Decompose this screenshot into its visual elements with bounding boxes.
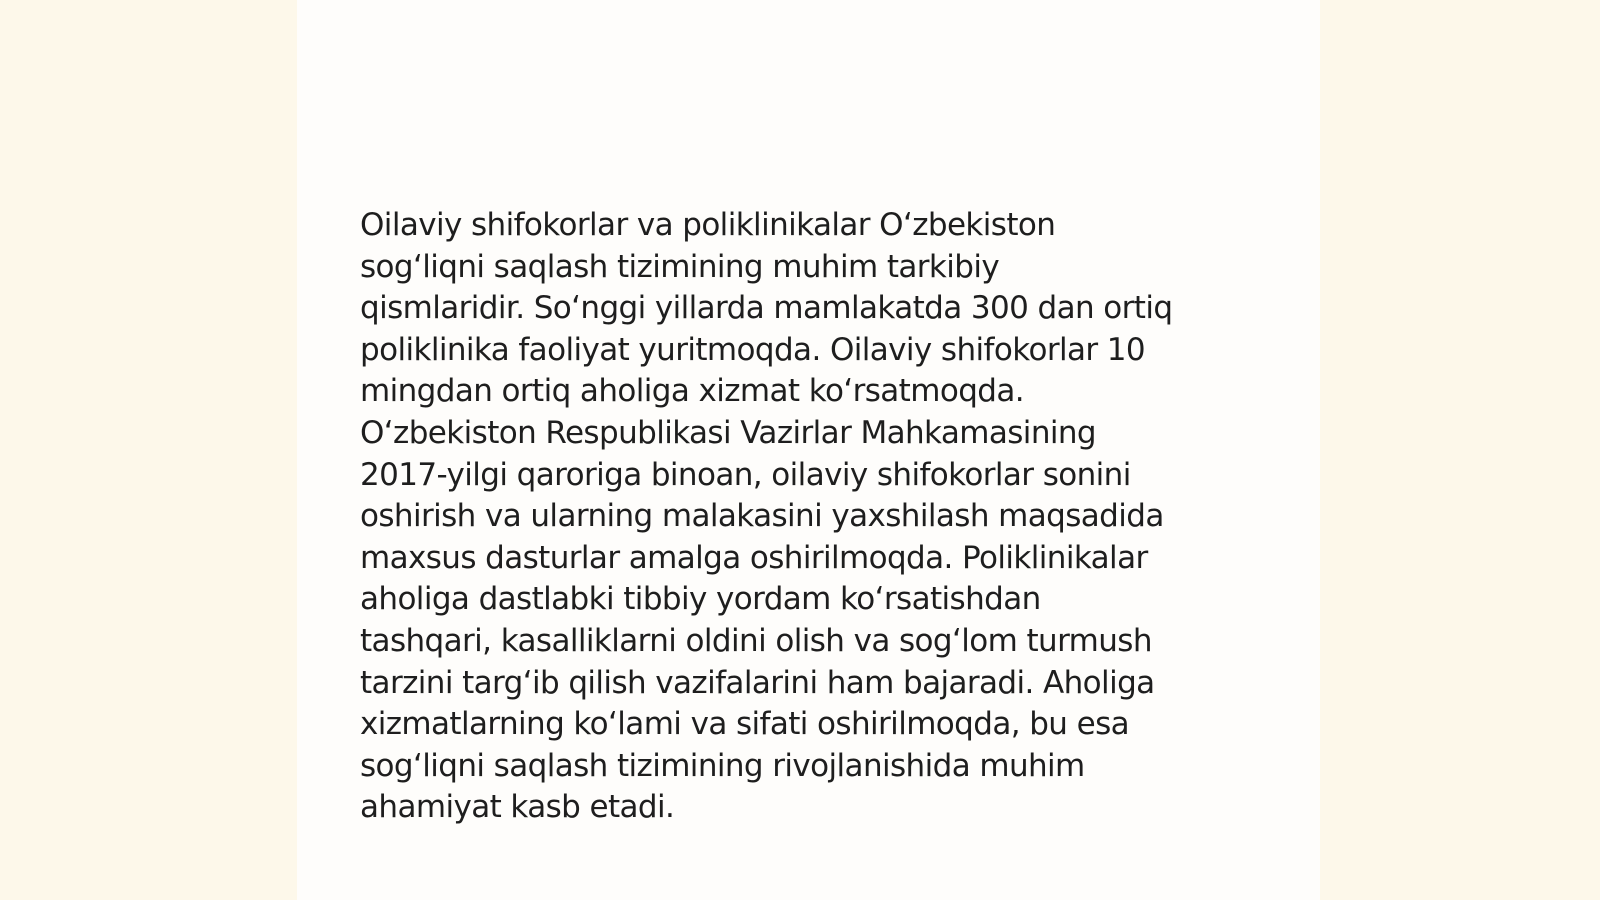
paragraph-line: qismlaridir. Soʻnggi yillarda mamlakatda 300 dan ortiq bbox=[360, 290, 1173, 327]
paragraph-line: tashqari, kasalliklarni oldini olish va sogʻlom turmush bbox=[360, 622, 1152, 659]
paragraph-line: xizmatlarning koʻlami va sifati oshirilmoqda, bu esa bbox=[360, 706, 1130, 743]
paragraph-line: maxsus dasturlar amalga oshirilmoqda. Poliklinikalar bbox=[360, 539, 1148, 576]
paragraph-line: aholiga dastlabki tibbiy yordam koʻrsatishdan bbox=[360, 581, 1041, 618]
paragraph-line: sogʻliqni saqlash tizimining rivojlanishida muhim bbox=[360, 747, 1085, 784]
paragraph-line: ahamiyat kasb etadi. bbox=[360, 789, 675, 826]
paragraph-line: poliklinika faoliyat yuritmoqda. Oilaviy shifokorlar 10 bbox=[360, 331, 1146, 368]
paragraph-line: mingdan ortiq aholiga xizmat koʻrsatmoqda. bbox=[360, 373, 1025, 410]
paragraph-line: tarzini targʻib qilish vazifalarini ham bajaradi. Aholiga bbox=[360, 664, 1155, 701]
paragraph-line: 2017-yilgi qaroriga binoan, oilaviy shifokorlar sonini bbox=[360, 456, 1131, 493]
document-page bbox=[297, 0, 1320, 900]
paragraph-line: sogʻliqni saqlash tizimining muhim tarkibiy bbox=[360, 248, 1000, 285]
paragraph-line: Oilaviy shifokorlar va poliklinikalar Oʻzbekiston bbox=[360, 207, 1056, 243]
paragraph-line: oshirish va ularning malakasini yaxshilash maqsadida bbox=[360, 498, 1164, 535]
paragraph-line: Oʻzbekiston Respublikasi Vazirlar Mahkamasining bbox=[360, 414, 1097, 451]
body-paragraph bbox=[360, 205, 1250, 829]
